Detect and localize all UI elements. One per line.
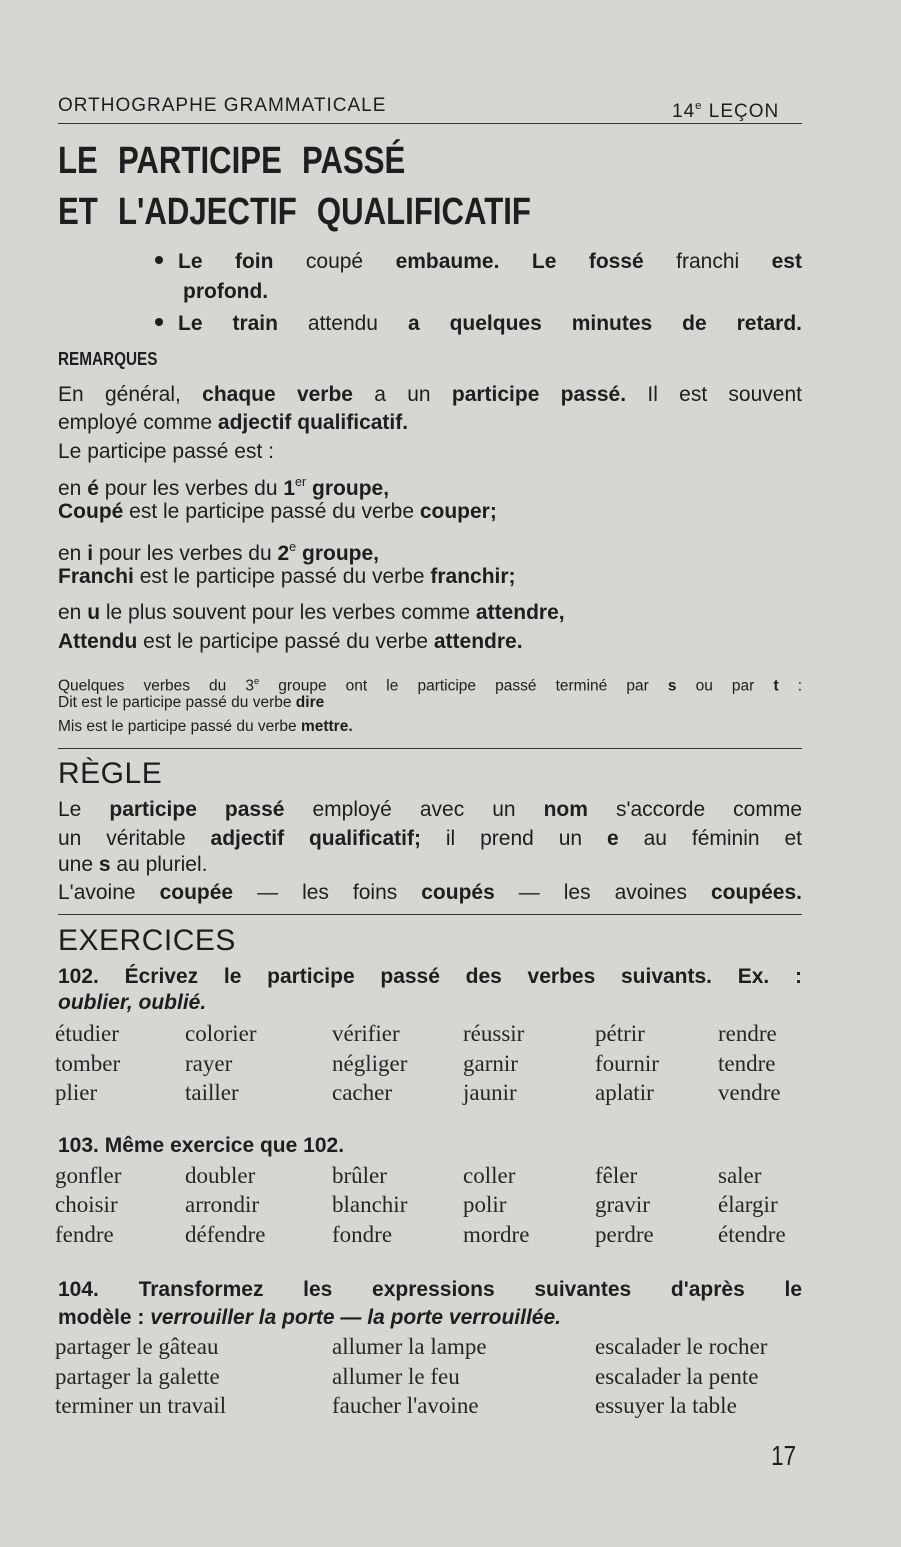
exercise-word: choisir — [55, 1192, 118, 1217]
text-segment: couper; — [419, 500, 497, 523]
text-segment: 14 — [672, 100, 696, 122]
exercise-word: défendre — [185, 1222, 266, 1247]
section-header: ORTHOGRAPHE GRAMMATICALE — [58, 95, 387, 116]
exercise-word: escalader la pente — [595, 1364, 759, 1389]
text-segment: Coupé — [58, 500, 124, 523]
note-line — [58, 717, 802, 737]
exercise-word: garnir — [463, 1051, 518, 1076]
exercise-word: tomber — [55, 1051, 121, 1076]
text-segment: e — [254, 676, 260, 686]
remarque-line — [58, 629, 802, 655]
text-segment: est le participe passé du verbe — [123, 500, 420, 523]
text-segment: Il est souvent — [626, 383, 802, 406]
text-segment: attendre, — [475, 601, 565, 624]
text-segment: s — [98, 853, 111, 876]
text-segment: participe passé. — [451, 383, 627, 406]
text-segment: 104. Transformez les expressions suivantes d'après le — [58, 1278, 802, 1301]
text-segment: au féminin et — [618, 827, 802, 850]
remarque-line — [58, 499, 802, 525]
remarque-line — [58, 469, 802, 502]
text-segment: Le foin — [178, 250, 306, 273]
text-segment: Le train — [178, 312, 308, 335]
text-segment: Le participe passé est : — [58, 440, 274, 463]
example-sentence — [155, 311, 802, 337]
exercise-word: fournir — [595, 1051, 659, 1076]
exercise-word: fendre — [55, 1222, 114, 1247]
text-segment: er — [295, 475, 307, 489]
exercise-word: brûler — [332, 1163, 387, 1188]
exercise-instruction — [58, 1133, 802, 1159]
text-segment: 2 — [277, 541, 290, 565]
text-segment: mettre. — [300, 718, 353, 735]
text-segment: e — [607, 827, 619, 850]
text-segment: adjectif qualificatif; — [210, 827, 421, 850]
text-segment: il prend un — [420, 827, 608, 850]
text-segment: Mis est le participe passé du verbe — [58, 718, 301, 735]
exercise-word: étudier — [55, 1021, 119, 1046]
exercise-word: terminer un travail — [55, 1393, 227, 1418]
remarque-line — [58, 534, 802, 567]
text-segment: est le participe passé du verbe — [137, 630, 434, 653]
text-segment: t — [773, 677, 779, 695]
text-segment: u — [87, 601, 101, 624]
exercise-word: réussir — [463, 1021, 525, 1046]
exercise-word: escalader le rocher — [595, 1334, 768, 1359]
text-segment: est — [771, 250, 802, 273]
text-segment: verrouiller la porte — la porte verrouillée. — [150, 1306, 561, 1329]
text-segment: franchir; — [430, 565, 516, 588]
exercise-instruction — [58, 1305, 802, 1331]
text-segment: groupe, — [306, 476, 390, 500]
remarque-line — [58, 382, 802, 408]
text-segment: coupées. — [710, 881, 802, 904]
exercise-word: fêler — [595, 1163, 638, 1188]
exercise-word: aplatir — [595, 1080, 654, 1105]
text-segment: chaque verbe — [202, 383, 375, 406]
exercise-word: négliger — [332, 1051, 408, 1076]
exercise-word: partager le gâteau — [55, 1334, 219, 1359]
text-segment: franchi — [676, 250, 772, 273]
remarques-heading: REMARQUES — [58, 349, 158, 369]
text-segment: Franchi — [58, 565, 134, 588]
text-segment: une — [58, 853, 99, 876]
exercise-word: rayer — [185, 1051, 233, 1076]
page-number: 17 — [771, 1440, 797, 1471]
exercise-word: partager la galette — [55, 1364, 220, 1389]
example-sentence — [155, 249, 802, 275]
divider — [58, 748, 802, 749]
text-segment: employé avec un — [284, 798, 544, 821]
text-segment: coupés — [421, 881, 495, 904]
text-segment: LEÇON — [702, 100, 780, 122]
remarque-line — [58, 410, 802, 436]
lesson-number — [672, 93, 812, 125]
text-segment: é — [87, 476, 99, 500]
text-segment: attendre. — [433, 630, 523, 653]
exercise-word: arrondir — [185, 1192, 260, 1217]
text-segment: s'accorde comme — [587, 798, 803, 821]
text-segment: a quelques minutes de retard. — [407, 312, 802, 335]
text-segment: pour les verbes du — [93, 541, 278, 565]
text-segment: dire — [295, 694, 325, 711]
text-segment: embaume. Le fossé — [395, 250, 677, 273]
exercise-word: vendre — [718, 1080, 781, 1105]
divider — [58, 123, 802, 124]
text-segment: coupée — [159, 881, 234, 904]
bullet-icon — [155, 256, 163, 264]
text-segment: le plus souvent pour les verbes comme — [100, 601, 476, 624]
rule-line — [58, 880, 802, 906]
text-segment: groupe ont le participe passé terminé par — [259, 677, 668, 695]
exercise-word: allumer la lampe — [332, 1334, 487, 1359]
text-segment: coupé — [305, 250, 396, 273]
divider — [58, 914, 802, 915]
text-segment: 1 — [283, 476, 296, 500]
text-segment: modèle : — [58, 1306, 151, 1329]
text-segment: ou par — [676, 677, 774, 695]
text-segment: En général, — [58, 383, 203, 406]
text-segment: employé comme — [58, 411, 218, 434]
text-segment: participe passé — [109, 798, 285, 821]
text-segment: est le participe passé du verbe — [133, 565, 431, 588]
text-segment: e — [289, 540, 297, 554]
exercise-word: vérifier — [332, 1021, 400, 1046]
exercise-word: pétrir — [595, 1021, 645, 1046]
exercise-word: rendre — [718, 1021, 777, 1046]
text-segment: adjectif qualificatif. — [217, 411, 409, 434]
exercise-word: jaunir — [463, 1080, 517, 1105]
exercise-word: fondre — [332, 1222, 393, 1247]
text-segment: Le — [58, 798, 110, 821]
text-segment: en — [58, 541, 88, 565]
exercise-word: élargir — [718, 1192, 778, 1217]
exercise-word: coller — [463, 1163, 516, 1188]
exercise-word: plier — [55, 1080, 98, 1105]
text-segment: nom — [543, 798, 588, 821]
text-segment: e — [695, 100, 703, 112]
text-segment: — les foins — [233, 881, 422, 904]
text-segment: 103. Même exercice que 102. — [58, 1134, 345, 1157]
note-line — [58, 693, 802, 713]
exercise-word: colorier — [185, 1021, 257, 1046]
text-segment: 102. Écrivez le participe passé des verbes suivants. Ex. : — [58, 965, 802, 988]
page-title-line-2: ET L'ADJECTIF QUALIFICATIF — [58, 191, 531, 233]
text-segment: oublier, oublié. — [58, 991, 207, 1014]
exercise-word: gonfler — [55, 1163, 122, 1188]
exercise-instruction — [58, 1277, 802, 1303]
text-segment: attendu — [307, 312, 408, 335]
exercise-word: étendre — [718, 1222, 786, 1247]
exercise-word: allumer le feu — [332, 1364, 460, 1389]
rule-line — [58, 797, 802, 823]
text-segment: un véritable — [58, 827, 211, 850]
exercise-word: perdre — [595, 1222, 654, 1247]
exercise-instruction — [58, 964, 802, 990]
exercise-word: blanchir — [332, 1192, 408, 1217]
text-segment: : — [778, 677, 803, 695]
text-segment: profond. — [183, 280, 269, 303]
text-segment: Attendu — [58, 630, 138, 653]
text-segment: L'avoine — [58, 881, 160, 904]
text-segment: Dit est le participe passé du verbe — [58, 694, 296, 711]
text-segment: en — [58, 476, 88, 500]
regle-heading: RÈGLE — [58, 757, 163, 790]
text-segment: Quelques verbes du 3 — [58, 677, 255, 695]
rule-line — [58, 852, 802, 878]
example-sentence — [183, 279, 802, 305]
text-segment: en — [58, 601, 88, 624]
text-segment: — les avoines — [494, 881, 711, 904]
text-segment: i — [87, 541, 94, 565]
exercise-word: tendre — [718, 1051, 776, 1076]
exercise-word: doubler — [185, 1163, 256, 1188]
text-segment: a un — [374, 383, 452, 406]
exercise-instruction — [58, 990, 802, 1016]
remarque-line — [58, 600, 802, 626]
exercise-word: saler — [718, 1163, 762, 1188]
remarque-line — [58, 564, 802, 590]
text-segment: pour les verbes du — [98, 476, 284, 500]
page-title-line-1: LE PARTICIPE PASSÉ — [58, 140, 406, 182]
exercise-word: faucher l'avoine — [332, 1393, 479, 1418]
exercise-word: gravir — [595, 1192, 650, 1217]
exercise-word: essuyer la table — [595, 1393, 737, 1418]
text-segment: au pluriel. — [110, 853, 208, 876]
exercices-heading: EXERCICES — [58, 924, 236, 957]
exercise-word: cacher — [332, 1080, 392, 1105]
text-segment: groupe, — [296, 541, 380, 565]
exercise-word: polir — [463, 1192, 507, 1217]
text-segment: s — [667, 677, 677, 695]
remarque-line — [58, 439, 802, 465]
exercise-word: mordre — [463, 1222, 530, 1247]
rule-line — [58, 826, 802, 852]
exercise-word: tailler — [185, 1080, 239, 1105]
bullet-icon — [155, 318, 163, 326]
